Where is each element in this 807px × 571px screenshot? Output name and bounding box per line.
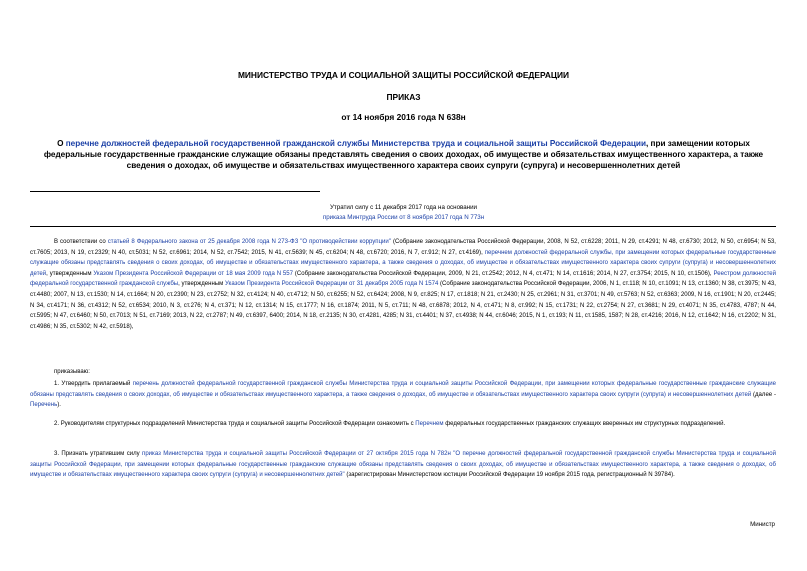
item-2-text-2: федеральных государственных гражданских служащих вверенных им структурных подразделений. (443, 421, 726, 427)
preamble-link-list[interactable]: перечнем должностей федеральной службы, при замещении которых федеральные государственные служащие обязаны представлять сведения о своих доходах, об имуществе и обязательствах имущественного характера, а также сведения о доходах, об имуществе и обязательствах имущественного характера своих супруги (супруга) и несовершеннолетних детей (30, 249, 776, 277)
item-1-text-3: ). (57, 402, 61, 409)
item-1-text-2: (далее - (751, 391, 776, 398)
item-2-link-perechnem[interactable]: Перечнем (415, 421, 444, 427)
preamble-text-5: , утвержденным (178, 281, 225, 288)
preamble-link-decree-557[interactable]: Указом Президента Российской Федерации от 18 мая 2009 года N 557 (93, 270, 294, 277)
item-3-paragraph (30, 449, 776, 481)
preamble-link-registry[interactable]: Реестром должностей федеральной государственной гражданской службы (30, 270, 777, 288)
status-note-line1: Утратил силу с 11 декабря 2017 года на основании (329, 204, 478, 211)
preamble-paragraph (30, 237, 776, 332)
order-word: приказываю: (54, 369, 90, 375)
preamble-link-law[interactable]: статьей 8 Федерального закона от 25 декабря 2008 года N 273-ФЗ "О противодействии коррупции" (107, 239, 391, 245)
title-prefix: О (57, 139, 66, 148)
preamble-text-4: (Собрание законодательства Российской Федерации, 2009, N 21, ст.2542; 2012, N 4, ст.471; N 14, ст.1616; 2014, N 27, ст.3754; 2015, N 10, ст.1506), (293, 270, 714, 277)
preamble-text-6: (Собрание законодательства Российской Федерации, 2006, N 1, ст.118; N 10, ст.1091; N 13, ст.1360; N 38, ст.3975; N 43, ст.4480; 2007, N 13, ст.1530; N 14, ст.1664; N 20, ст.2390; N 23, ст.2752; N 32, ст.4124; N 40, ст.4712; N 50, ст.6255; N 52, ст.6424; 2008, N 9, ст.825; N 17, ст.1818; N 21, ст.2430; N 25, ст.2961; N 31, ст.3701; N 49, ст.5763; N 52, ст.6363; 2009, N 16, ст.1901; N 20, ст.2445; N 34, ст.4171; N 36, ст.4312; N 52, ст.6534; 2010, N 3, ст.276; N 4, ст.371; N 12, ст.1314; N 15, ст.1777; N 16, ст.1874; 2011, N 5, ст.711; N 48, ст.6878; 2012, N 4, ст.471; N 8, ст.992; N 15, ст.1731; N 22, ст.2754; N 27, ст.3681; N 29, ст.4071; N 35, ст.4783, 4787; N 44, ст.5995; N 47, ст.6460; N 50, ст.7013; N 51, ст.7169; 2013, N 22, ст.2787; N 49, ст.6397, 6400; 2014, N 18, ст.2135; N 30, ст.4281, 4285; N 31, ст.4401; N 37, ст.4938; N 44, ст.6046; 2015, N 1, ст.193; N 11, ст.1585, 1587; N 28, ст.4216; 2016, N 12, ст.1642; N 16, ст.2202; N 31, ст.4986; N 35, ст.5302; N 42, ст.5918), (30, 281, 776, 330)
doc-type-heading: ПРИКАЗ (386, 92, 421, 102)
minister-label: Министр (750, 521, 775, 528)
item-3-text-2: (зарегистрирован Министерством юстиции Российской Федерации 19 ноября 2015 года, регистрационный N 39784). (344, 472, 675, 479)
short-divider (30, 191, 320, 192)
date-number-heading: от 14 ноября 2016 года N 638н (341, 112, 466, 122)
item-1-text-1: 1. Утвердить прилагаемый (54, 381, 133, 387)
title-link[interactable]: перечне должностей федеральной государственной гражданской службы Министерства труда и социальной защиты Российской Федерации (65, 139, 646, 148)
document-title (30, 138, 777, 171)
item-1-link-perechen[interactable]: Перечень (30, 402, 58, 409)
preamble-text-3: , утвержденным (46, 270, 94, 277)
long-divider (30, 226, 776, 227)
item-1-link-list[interactable]: перечень должностей федеральной государственной гражданской службы Министерства труда и социальной защиты Российской Федерации, при замещении которых федеральные государственные гражданские служащие обязаны представлять сведения о своих доходах, об имуществе и обязательствах имущественного характера, а также сведения о доходах, об имуществе и обязательствах имущественного характера своих супруги (супруга) и несовершеннолетних детей (30, 381, 776, 398)
preamble-text-1: В соответствии со (54, 239, 108, 245)
item-3-link-order-782n[interactable]: приказ Министерства труда и социальной защиты Российской Федерации от 27 октября 2015 года N 782н "О перечне должностей федеральной государственной гражданской службы Министерства труда и социальной защиты Российской Федерации, при замещении которых федеральные государственные гражданские служащие обязаны представлять сведения о своих доходах, об имуществе и обязательствах имущественного характера, а также сведения о доходах, об имуществе и обязательствах имущественного характера своих супруги (супруга) и несовершеннолетних детей" (30, 451, 776, 479)
preamble-text-2: (Собрание законодательства Российской Федерации, 2008, N 52, ст.6228; 2011, N 29, ст.4291; N 48, ст.6730; 2012, N 50, ст.6954; N 53, ст.7605; 2013, N 19, ст.2329; N 40, ст.5031; N 52, ст.6961; 2014, N 52, ст.7542; 2015, N 41, ст.5639; N 45, ст.6204; N 48, ст.6720; 2016, N 7, ст.912; N 27, ст.4169), (30, 239, 776, 256)
preamble-link-decree-1574[interactable]: Указом Президента Российской Федерации от 31 декабря 2005 года N 1574 (224, 281, 439, 288)
item-1-paragraph (30, 379, 776, 411)
ministry-heading: МИНИСТЕРСТВО ТРУДА И СОЦИАЛЬНОЙ ЗАЩИТЫ РОССИЙСКОЙ ФЕДЕРАЦИИ (237, 70, 570, 80)
item-2-text-1: 2. Руководителям структурных подразделений Министерства труда и социальной защиты Российской Федерации ознакомить с (54, 421, 416, 427)
item-2-paragraph (30, 419, 776, 430)
item-3-text-1: 3. Признать утратившим силу (54, 451, 143, 457)
status-note-link[interactable]: приказа Минтруда России от 8 ноября 2017 года N 773н (322, 214, 485, 221)
title-rest: , при замещении которых федеральные государственные гражданские служащие обязаны представлять сведения о своих доходах, об имуществе и обязательствах имущественного характера, а также сведения о доходах, об имуществе и обязательствах имущественного характера своих супруги (супруга) и несовершеннолетних детей (43, 139, 764, 170)
